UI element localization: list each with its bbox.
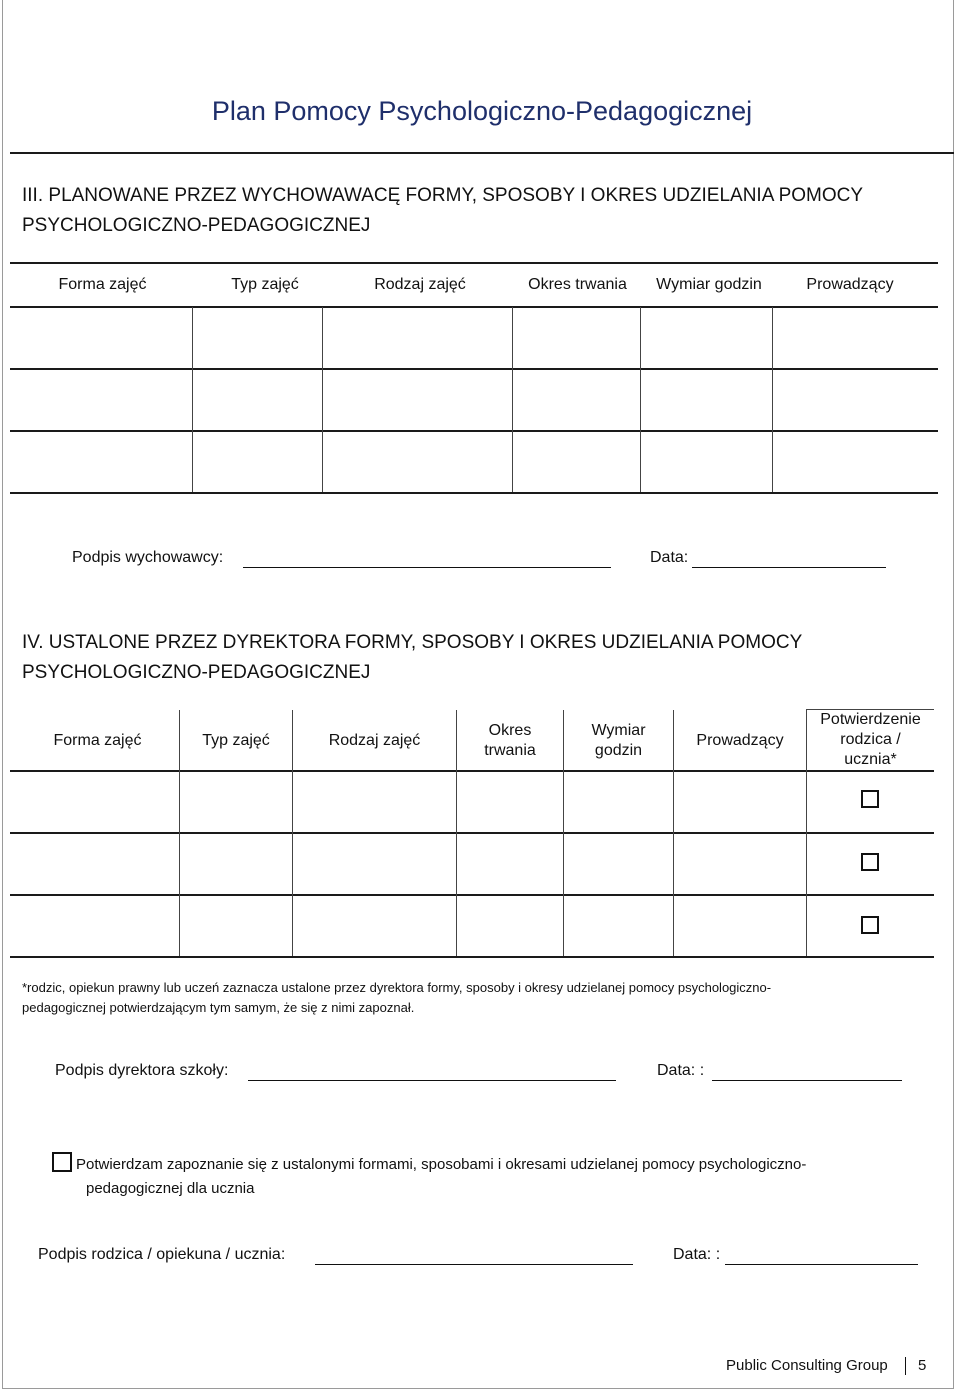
table3-row-rule	[10, 430, 938, 432]
table4-header-rodzaj: Rodzaj zajęć	[328, 732, 421, 749]
table3-col-divider	[512, 307, 513, 492]
director-signature-field[interactable]	[248, 1080, 616, 1081]
footer-separator	[905, 1357, 906, 1375]
acknowledge-text-line1: Potwierdzam zapoznanie się z ustalonymi formami, sposobami i okresami udzielanej pomocy psychologiczno-	[76, 1156, 807, 1173]
table3-row-rule	[10, 368, 938, 370]
parent-confirm-checkbox[interactable]	[861, 790, 879, 808]
table4-header-typ: Typ zajęć	[202, 732, 270, 749]
table4-header-potwierdzenie: Potwierdzenie rodzica / ucznia*	[820, 711, 921, 768]
footer-page-number: 5	[918, 1357, 927, 1374]
table3-top-rule	[10, 262, 938, 264]
table4-header-forma: Forma zajęć	[53, 732, 142, 749]
table3-col-divider	[192, 307, 193, 492]
section-3-heading-line2: PSYCHOLOGICZNO-PEDAGOGICZNEJ	[22, 215, 371, 236]
footnote-line1: *rodzic, opiekun prawny lub uczeń zaznacza ustalone przez dyrektora formy, sposoby i okresy udzielanej pomocy psychologiczno-	[22, 980, 772, 995]
parent-date-label: Data: :	[673, 1246, 721, 1263]
table4-header-okres: Okres trwania	[484, 722, 536, 759]
table3-header-wymiar: Wymiar godzin	[656, 276, 762, 293]
section-3-heading	[22, 181, 922, 241]
acknowledge-text-line2: pedagogicznej dla ucznia	[86, 1180, 255, 1197]
parent-confirm-checkbox[interactable]	[861, 916, 879, 934]
title-bar	[10, 88, 954, 154]
section-4-heading-line2: PSYCHOLOGICZNO-PEDAGOGICZNEJ	[22, 662, 371, 683]
section-4-heading-line1: IV. USTALONE PRZEZ DYREKTORA FORMY, SPOSOBY I OKRES UDZIELANIA POMOCY	[22, 632, 803, 653]
table3-header-forma: Forma zajęć	[58, 276, 147, 293]
table3-bottom-rule	[10, 492, 938, 494]
footnote	[22, 978, 937, 1018]
teacher-signature-label: Podpis wychowawcy:	[72, 549, 224, 566]
table4-header-wymiar: Wymiar godzin	[591, 722, 646, 759]
table4-header-prowadzacy: Prowadzący	[696, 732, 784, 749]
parent-date-field[interactable]	[725, 1264, 918, 1265]
director-date-label: Data: :	[657, 1062, 705, 1079]
footnote-line2: pedagogicznej potwierdzającym tym samym, że się z nimi zapoznał.	[22, 1000, 415, 1015]
parent-signature-field[interactable]	[315, 1264, 633, 1265]
acknowledge-checkbox[interactable]	[52, 1152, 72, 1172]
table3-col-divider	[640, 307, 641, 492]
table4-bottom-rule	[10, 956, 934, 958]
table4-row-rule	[10, 894, 934, 896]
table3-header-prowadzacy: Prowadzący	[806, 276, 894, 293]
teacher-date-field[interactable]	[692, 567, 886, 568]
table3-header-rule	[10, 306, 938, 308]
table4-row-rule	[10, 832, 934, 834]
table4-header-rule	[10, 770, 934, 772]
table3-header-typ: Typ zajęć	[231, 276, 299, 293]
table3-col-divider	[322, 307, 323, 492]
parent-signature-label: Podpis rodzica / opiekuna / ucznia:	[38, 1246, 286, 1263]
section-3-heading-line1: III. PLANOWANE PRZEZ WYCHOWAWACĘ FORMY, SPOSOBY I OKRES UDZIELANIA POMOCY	[22, 185, 864, 206]
teacher-signature-field[interactable]	[243, 567, 611, 568]
footer-company: Public Consulting Group	[726, 1357, 888, 1374]
teacher-date-label: Data:	[650, 549, 689, 566]
table3-col-divider	[772, 307, 773, 492]
document-title: Plan Pomocy Psychologiczno-Pedagogicznej	[211, 96, 753, 126]
parent-confirm-checkbox[interactable]	[861, 853, 879, 871]
table3-header-okres: Okres trwania	[528, 276, 627, 293]
table3-header-rodzaj: Rodzaj zajęć	[374, 276, 466, 293]
director-signature-label: Podpis dyrektora szkoły:	[55, 1062, 229, 1079]
section-4-heading	[22, 628, 922, 688]
director-date-field[interactable]	[712, 1080, 902, 1081]
